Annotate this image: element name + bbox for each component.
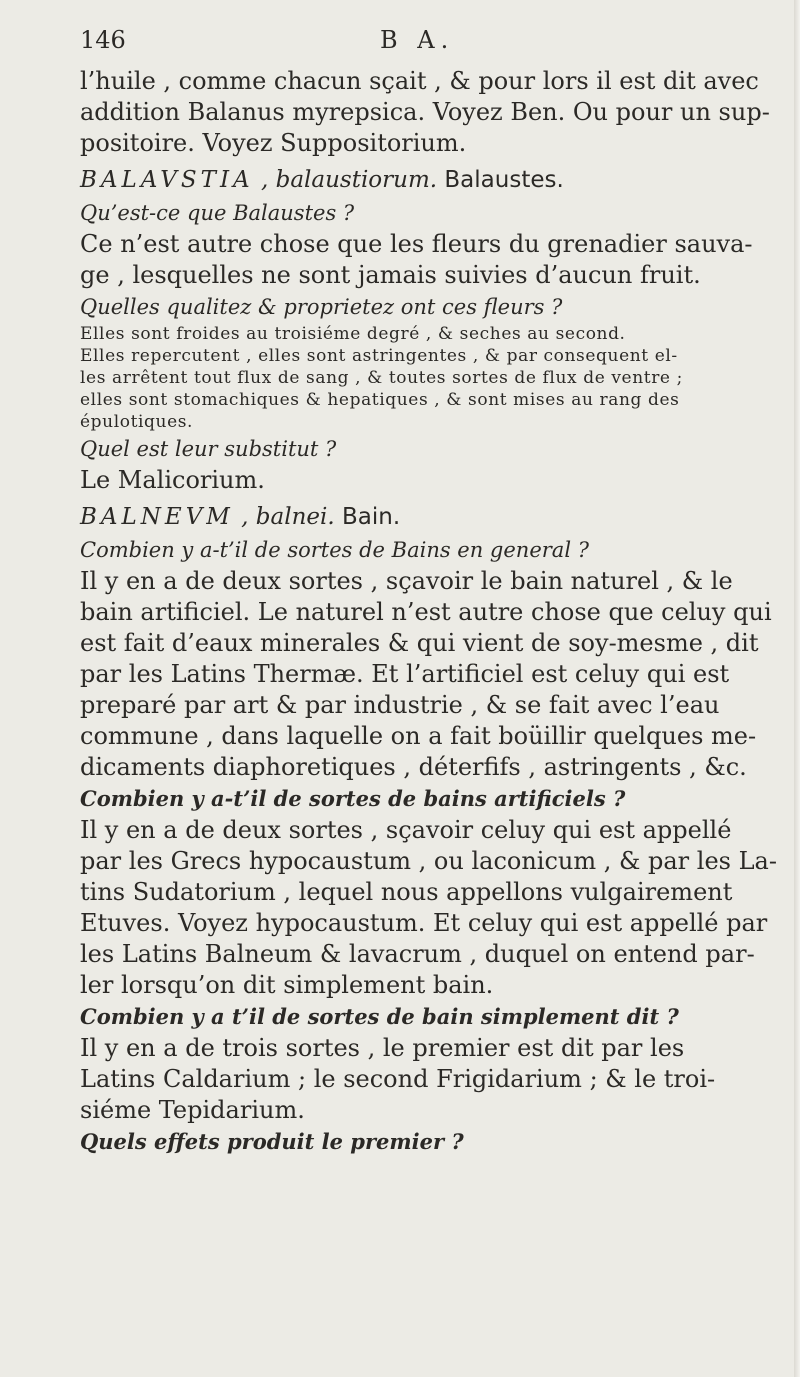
question-line: Quelles qualitez & proprietez ont ces fleurs ?: [80, 295, 563, 319]
text-line: dicaments diaphoretiques , déterfifs , astringents , &c.: [80, 753, 747, 781]
question-line: Combien y a-t’il de sortes de bains artificiels ?: [80, 786, 626, 811]
headword-french: Balaustes.: [444, 167, 564, 193]
text-line: Il y en a de deux sortes , sçavoir celuy qui est appellé: [80, 816, 732, 844]
headword-genitive: , balnei.: [233, 504, 343, 530]
question-line: Qu’est-ce que Balaustes ?: [80, 201, 355, 225]
text-line: Latins Caldarium ; le second Frigidarium ; & le troi-: [80, 1065, 716, 1093]
text-line: tins Sudatorium , lequel nous appellons vulgairement: [80, 878, 733, 906]
text-line: par les Grecs hypocaustum , ou laconicum , & par les La-: [80, 847, 777, 875]
running-head: B A.: [380, 26, 455, 54]
small-text-line: elles sont stomachiques & hepatiques , & sont mises au rang des: [80, 390, 680, 410]
entry-headword: [80, 500, 768, 534]
text-line: Le Malicorium.: [80, 466, 265, 494]
page-edge: [794, 0, 800, 1377]
headword-lemma: BALNEVM: [80, 504, 234, 530]
page-number: 146: [80, 26, 126, 54]
text-body: [80, 66, 777, 1158]
page-header: [80, 26, 768, 66]
text-line: Ce n’est autre chose que les fleurs du grenadier sauva-: [80, 230, 753, 258]
headword-french: Bain.: [342, 504, 401, 530]
entry-headword: [80, 163, 768, 197]
question-line: Quels effets produit le premier ?: [80, 1129, 464, 1154]
text-line: positoire. Voyez Suppositorium.: [80, 129, 467, 157]
text-line: l’huile , comme chacun sçait , & pour lors il est dit avec: [80, 67, 759, 95]
small-text-line: Elles repercutent , elles sont astringentes , & par consequent el-: [80, 346, 678, 366]
text-line: par les Latins Thermæ. Et l’artificiel est celuy qui est: [80, 660, 730, 688]
text-line: Etuves. Voyez hypocaustum. Et celuy qui est appellé par: [80, 909, 768, 937]
text-line: les Latins Balneum & lavacrum , duquel on entend par-: [80, 940, 755, 968]
text-line: preparé par art & par industrie , & se fait avec l’eau: [80, 691, 720, 719]
headword-genitive: , balaustiorum.: [253, 167, 445, 193]
small-text-line: les arrêtent tout flux de sang , & toutes sortes de flux de ventre ;: [80, 368, 683, 388]
text-line: Il y en a de deux sortes , sçavoir le bain naturel , & le: [80, 567, 733, 595]
question-line: Combien y a t’il de sortes de bain simplement dit ?: [80, 1004, 679, 1029]
text-line: siéme Tepidarium.: [80, 1096, 305, 1124]
headword-lemma: BALAVSTIA: [80, 167, 254, 193]
text-line: ler lorsqu’on dit simplement bain.: [80, 971, 494, 999]
question-line: Combien y a-t’il de sortes de Bains en general ?: [80, 538, 589, 562]
text-line: Il y en a de trois sortes , le premier est dit par les: [80, 1034, 685, 1062]
small-text-line: Elles sont froides au troisiéme degré , & seches au second.: [80, 324, 626, 344]
text-line: bain artificiel. Le naturel n’est autre chose que celuy qui: [80, 598, 772, 626]
text-line: addition Balanus myrepsica. Voyez Ben. Ou pour un sup-: [80, 98, 770, 126]
small-text-line: épulotiques.: [80, 412, 194, 432]
text-line: ge , lesquelles ne sont jamais suivies d’aucun fruit.: [80, 261, 701, 289]
question-line: Quel est leur substitut ?: [80, 437, 337, 461]
text-line: est fait d’eaux minerales & qui vient de soy-mesme , dit: [80, 629, 759, 657]
text-line: commune , dans laquelle on a fait boüillir quelques me-: [80, 722, 757, 750]
